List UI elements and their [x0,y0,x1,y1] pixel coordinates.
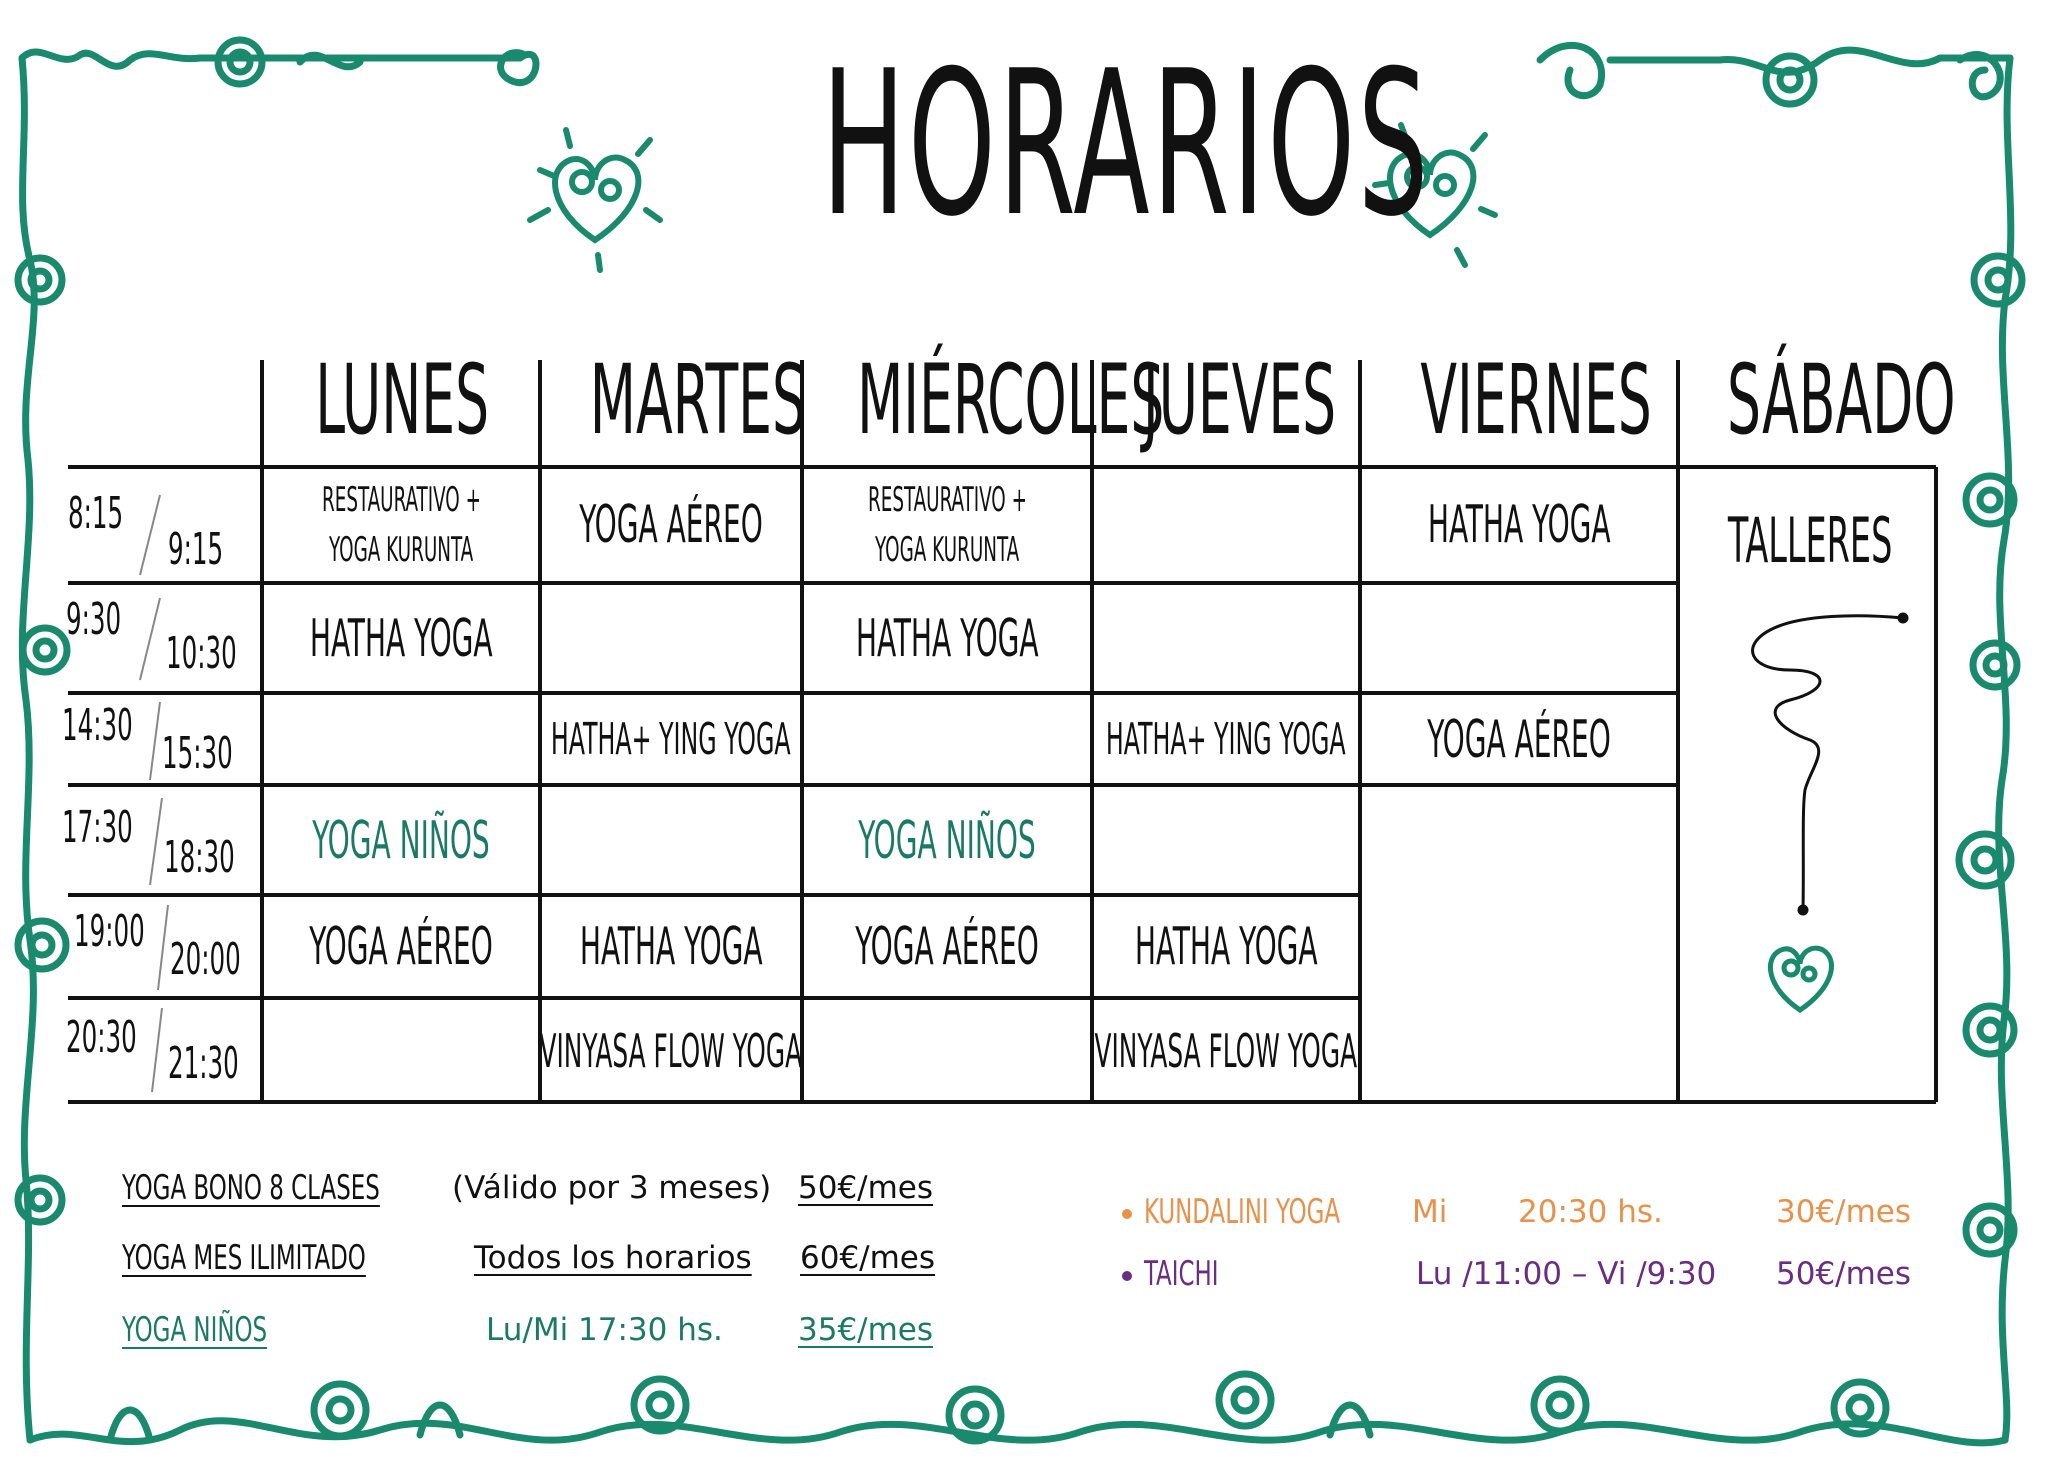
day-header-martes: MARTES [589,344,807,456]
class-cell [1092,696,1360,784]
price-value: 50€/mes [798,1170,934,1206]
price-row-taichi [1122,1254,1243,1294]
class-cell [1092,898,1360,996]
price-value: 35€/mes [798,1312,934,1348]
price-note: Lu /11:00 – Vi /9:30 [1416,1256,1717,1292]
price-label: YOGA MES ILIMITADO [122,1238,366,1278]
day-header-viernes: VIERNES [1420,344,1652,456]
class-cell [540,898,802,996]
price-row-bono [122,1168,466,1208]
day-header-sabado: SÁBADO [1727,344,1956,456]
class-name: HATHA YOGA [1134,917,1318,977]
class-name: HATHA+ YING YOGA [1106,714,1346,765]
class-name: HATHA YOGA [579,917,763,977]
price-value: 60€/mes [800,1240,936,1276]
class-name: HATHA YOGA [309,608,493,669]
bullet-icon [1122,1271,1132,1281]
price-row-ninos [122,1310,316,1350]
class-cell [1360,696,1678,784]
class-name: YOGA AÉREO [579,495,763,555]
time-end: 15:30 [162,728,233,779]
class-name: YOGA NIÑOS [312,810,490,871]
time-end: 10:30 [166,628,237,679]
class-cell [262,586,540,691]
price-row-kundalini [1122,1192,1405,1232]
class-cell [262,470,540,580]
price-note: Mi [1412,1194,1448,1230]
class-name: YOGA NIÑOS [858,810,1036,871]
class-cell [1092,1001,1360,1101]
time-end: 9:15 [168,524,224,575]
time-start: 14:30 [62,700,133,751]
class-name: YOGA KURUNTA [874,530,1020,570]
heart-icon [1755,930,1845,1020]
class-name: YOGA KURUNTA [328,530,474,570]
price-label: YOGA NIÑOS [122,1310,268,1350]
price-value: 30€/mes [1776,1194,1912,1230]
class-name: YOGA AÉREO [1427,710,1611,770]
price-note: Todos los horarios [474,1240,752,1276]
class-cell [802,898,1092,996]
day-header-jueves: JUEVES [1142,344,1337,456]
time-start: 8:15 [68,488,124,539]
class-cell [540,696,802,784]
page-title: HORARIOS [821,28,1431,261]
price-row-ilimitado [122,1238,447,1278]
class-name: RESTAURATIVO + [867,480,1027,520]
price-value: 50€/mes [1776,1256,1912,1292]
class-name: RESTAURATIVO + [321,480,481,520]
day-header-lunes: LUNES [315,344,490,456]
time-end: 18:30 [164,832,235,883]
time-start: 9:30 [66,594,122,645]
price-note: Lu/Mi 17:30 hs. [486,1312,723,1348]
time-start: 19:00 [74,906,145,957]
price-label: KUNDALINI YOGA [1144,1192,1341,1232]
class-name: HATHA YOGA [855,608,1039,669]
class-cell [262,788,540,893]
class-cell [262,898,540,996]
class-cell [802,788,1092,893]
class-name: VINYASA FLOW YOGA [539,1024,803,1078]
class-cell [540,1001,802,1101]
time-end: 20:00 [170,934,241,985]
talleres-label [1680,490,1940,590]
class-name: VINYASA FLOW YOGA [1094,1024,1358,1078]
class-cell [540,470,802,580]
class-name: YOGA AÉREO [309,917,493,977]
class-name: HATHA YOGA [1427,495,1611,555]
class-cell [1360,470,1678,580]
day-header-miercoles: MIÉRCOLES [857,344,1165,456]
time-start: 20:30 [66,1012,137,1063]
price-label: TAICHI [1144,1254,1219,1294]
class-name: HATHA+ YING YOGA [551,714,791,765]
class-name: YOGA AÉREO [855,917,1039,977]
price-note: 20:30 hs. [1518,1194,1663,1230]
class-cell [802,586,1092,691]
class-name: TALLERES [1727,503,1893,577]
time-end: 21:30 [168,1038,239,1089]
price-label: YOGA BONO 8 CLASES [122,1168,380,1208]
price-note: (Válido por 3 meses) [452,1170,772,1206]
time-start: 17:30 [62,802,133,853]
class-cell [802,470,1092,580]
bullet-icon [1122,1209,1132,1219]
